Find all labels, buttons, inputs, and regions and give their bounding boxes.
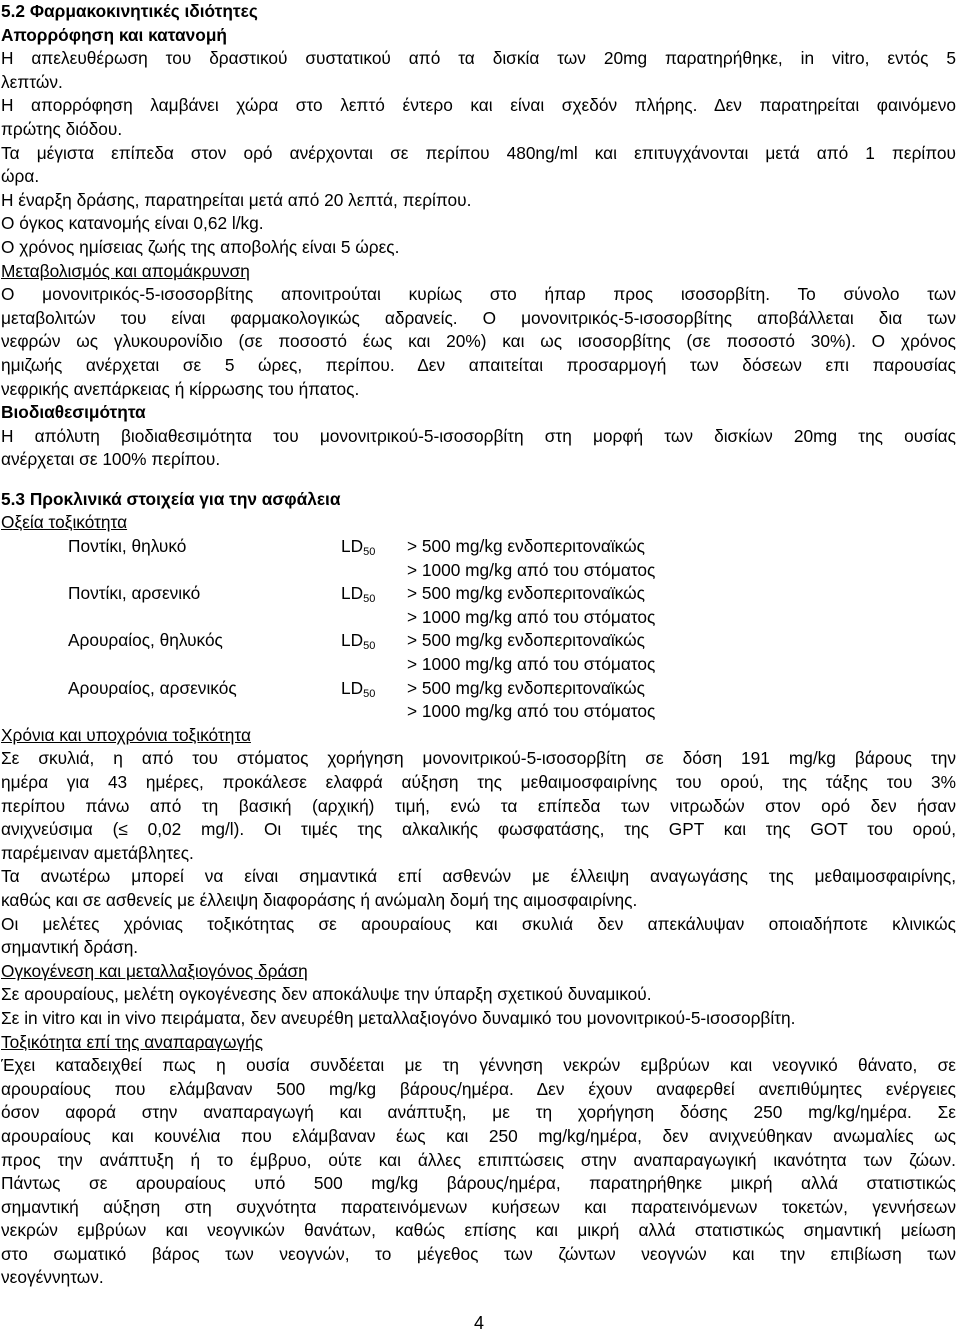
page-number: 4 [474, 1313, 485, 1333]
dose-oral: > 1000 mg/kg από του στόματος [407, 654, 656, 675]
ld50-label: $LD_{50}$ [341, 677, 376, 700]
paragraph-line: ώρα. [1, 166, 40, 187]
document-page [1, 0, 956, 1290]
dose-oral: > 1000 mg/kg από του στόματος [407, 606, 656, 627]
paragraph-line: νεφρών ως γλυκουρονίδιο (σε ποσοστό έως και 20%) και ως ισοσορβίτης (σε ποσοστό 30%). Ο χρόνος [1, 331, 956, 352]
paragraph-line: αρουραίους και κουνέλια που ελάμβαναν έως και 250 mg/kg/ημέρα, δεν ανιχνεύθηκαν ανωμαλίες ως [1, 1125, 956, 1146]
paragraph-line: Η απελευθέρωση του δραστικού συστατικού από τα δισκία των 20mg παρατηρήθηκε, in vitro, εντός 5 [1, 48, 956, 69]
subheading-reproductive-toxicity: Τοξικότητα επί της αναπαραγωγής [1, 1031, 264, 1052]
dose-oral: > 1000 mg/kg από του στόματος [407, 559, 656, 580]
paragraph-line: Τα μέγιστα επίπεδα στον ορό ανέρχονται σε περίπου 480ng/ml και επιτυγχάνονται μετά από 1 περίπου [1, 142, 956, 163]
paragraph-line: Σε in vitro και in vivo πειράματα, δεν ανευρέθη μεταλλαξιογόνο δυναμικό του μονονιτρικού-5-ισοσορβίτη. [1, 1007, 796, 1028]
subheading-absorption: Απορρόφηση και κατανομή [1, 24, 227, 45]
paragraph-line: Σε σκυλιά, η από του στόματος χορήγηση μονονιτρικού-5-ισοσορβίτη σε δόση 191 mg/kg βάρους την [1, 748, 956, 769]
ld50-label: $LD_{50}$ [341, 630, 376, 653]
section-heading: 5.3 Προκλινικά στοιχεία για την ασφάλεια [1, 488, 341, 509]
subheading-metabolism: Μεταβολισμός και απομάκρυνση [1, 260, 250, 281]
paragraph-line: όσον αφορά στην αναπαραγωγή και ανάπτυξη, με τη χορήγηση δόσης 250 mg/kg/ημέρα. Σε [1, 1102, 956, 1123]
paragraph-line: Ο μονονιτρικός-5-ισοσορβίτης απονιτρούται κυρίως στο ήπαρ προς ισοσορβίτη. Το σύνολο των [1, 284, 956, 305]
paragraph-line: καθώς και σε ασθενείς με έλλειψη διαφοράσης ή ανώμαλη δομή της αιμοσφαιρίνης. [1, 889, 638, 910]
subheading-acute-toxicity: Οξεία τοξικότητα [1, 512, 128, 533]
ld50-label: $LD_{50}$ [341, 536, 376, 559]
paragraph-line: νεογέννητων. [1, 1267, 104, 1288]
paragraph-line: νεκρών εμβρύων και νεογνικών θανάτων, καθώς επίσης και μικρή αλλά στατιστικώς σημαντική μείωση [1, 1220, 956, 1241]
toxicity-row [1, 629, 956, 676]
subheading-bioavailability: Βιοδιαθεσιμότητα [1, 402, 146, 423]
paragraph-line: ημέρα για 43 ημέρες, προκάλεσε ελαφρά αύξηση της μεθαιμοσφαιρίνης του ορού, της τάξης του 3% [1, 772, 956, 792]
paragraph-line: Ο όγκος κατανομής είναι 0,62 l/kg. [1, 213, 264, 234]
dose-ip: > 500 mg/kg ενδοπεριτοναϊκώς [407, 536, 645, 557]
dose-ip: > 500 mg/kg ενδοπεριτοναϊκώς [407, 583, 645, 604]
toxicity-row [1, 582, 956, 629]
paragraph-line: Η έναρξη δράσης, παρατηρείται μετά από 20 λεπτά, περίπου. [1, 189, 472, 210]
paragraph-line: ανιχνεύσιμα (≤ 0,02 mg/l). Οι τιμές της αλκαλικής φωσφατάσης, της GPT και της GOT του ορού, [1, 819, 956, 840]
paragraph-line: Η απόλυτη βιοδιαθεσιμότητα του μονονιτρικού-5-ισοσορβίτη στη μορφή των δισκίων 20mg της ουσίας [1, 425, 956, 446]
paragraph-line: μεταβολιτών του είναι φαρμακολογικώς αδρανείς. Ο μονονιτρικός-5-ισοσορβίτης αποβάλλεται δια των [1, 307, 956, 328]
paragraph-line: πρώτης διόδου. [1, 118, 123, 139]
paragraph-line: σημαντική δράση. [1, 937, 139, 958]
paragraph-line: προς την ανάπτυξη ή το έμβρυο, ούτε και άλλες επιπτώσεις στην αναπαραγωγική ικανότητα των ζώων. [1, 1149, 956, 1170]
dose-ip: > 500 mg/kg ενδοπεριτοναϊκώς [407, 677, 645, 698]
toxicity-row [1, 677, 956, 724]
paragraph-line: Σε αρουραίους, μελέτη ογκογένεσης δεν αποκάλυψε την ύπαρξη σχετικού δυναμικού. [1, 984, 652, 1005]
paragraph-line: αρουραίους που ελάμβαναν 500 mg/kg βάρους/ημέρα. Δεν έχουν αναφερθεί ανεπιθύμητες ενέργειες [1, 1078, 956, 1099]
paragraph-line: Έχει καταδειχθεί πως η ουσία συνδέεται με τη γέννηση νεκρών εμβρύων και νεογνικό θάνατο, σε [1, 1055, 956, 1076]
paragraph-line: Πάντως σε αρουραίους υπό 500 mg/kg βάρους/ημέρα, παρατηρήθηκε μικρή αλλά στατιστικώς [1, 1173, 956, 1194]
dose-oral: > 1000 mg/kg από του στόματος [407, 701, 656, 722]
paragraph-line: περίπου πάνω από τη βασική (αρχική) τιμή, ενώ τα επίπεδα των νιτρωδών στον ορό δεν ήσαν [1, 795, 956, 816]
animal-label: Ποντίκι, θηλυκό [68, 536, 187, 557]
paragraph-line: ημιζωής ανέρχεται σε 5 ώρες, περίπου. Δεν απαιτείται προσαρμογή των δόσεων επι παρουσίας [1, 354, 956, 375]
section-heading: 5.2 Φαρμακοκινητικές ιδιότητες [1, 1, 258, 21]
paragraph-line: λεπτών. [1, 71, 63, 92]
paragraph-line: Ο χρόνος ημίσειας ζωής της αποβολής είναι 5 ώρες. [1, 236, 400, 257]
paragraph-line: Οι μελέτες χρόνιας τοξικότητας σε αρουραίους και σκυλιά δεν απεκάλυψαν οποιαδήποτε κλινικώς [1, 913, 956, 934]
paragraph-line: σημαντική αύξηση στη συχνότητα παρατεινόμενων κυήσεων και παρατεινόμενων τοκετών, γεννήσεων [1, 1196, 956, 1217]
dose-ip: > 500 mg/kg ενδοπεριτοναϊκώς [407, 630, 645, 651]
subheading-oncogenesis: Ογκογένεση και μεταλλαξιογόνος δράση [1, 960, 308, 981]
ld50-label: $LD_{50}$ [341, 583, 376, 606]
subheading-chronic-toxicity: Χρόνια και υποχρόνια τοξικότητα [1, 724, 251, 745]
paragraph-line: ανέρχεται σε 100% περίπου. [1, 449, 221, 470]
animal-label: Αρουραίος, θηλυκός [68, 630, 223, 651]
paragraph-line: Η απορρόφηση λαμβάνει χώρα στο λεπτό έντερο και είναι σχεδόν πλήρης. Δεν παρατηρείται φαινόμενο [1, 95, 956, 116]
animal-label: Ποντίκι, αρσενικό [68, 583, 201, 604]
paragraph-line: στο σωματικό βάρος των νεογνών, το μέγεθος των ζώντων νεογνών και την επιβίωση των [1, 1243, 956, 1264]
toxicity-row [1, 535, 956, 582]
animal-label: Αρουραίος, αρσενικός [68, 677, 237, 698]
paragraph-line: νεφρικής ανεπάρκειας ή κίρρωσης του ήπατος. [1, 378, 360, 399]
paragraph-line: Τα ανωτέρω μπορεί να είναι σημαντικά επί ασθενών με έλλειψη αναγωγάσης της μεθαιμοσφαιρίνης, [1, 866, 956, 887]
paragraph-line: παρέμειναν αμετάβλητες. [1, 842, 194, 863]
